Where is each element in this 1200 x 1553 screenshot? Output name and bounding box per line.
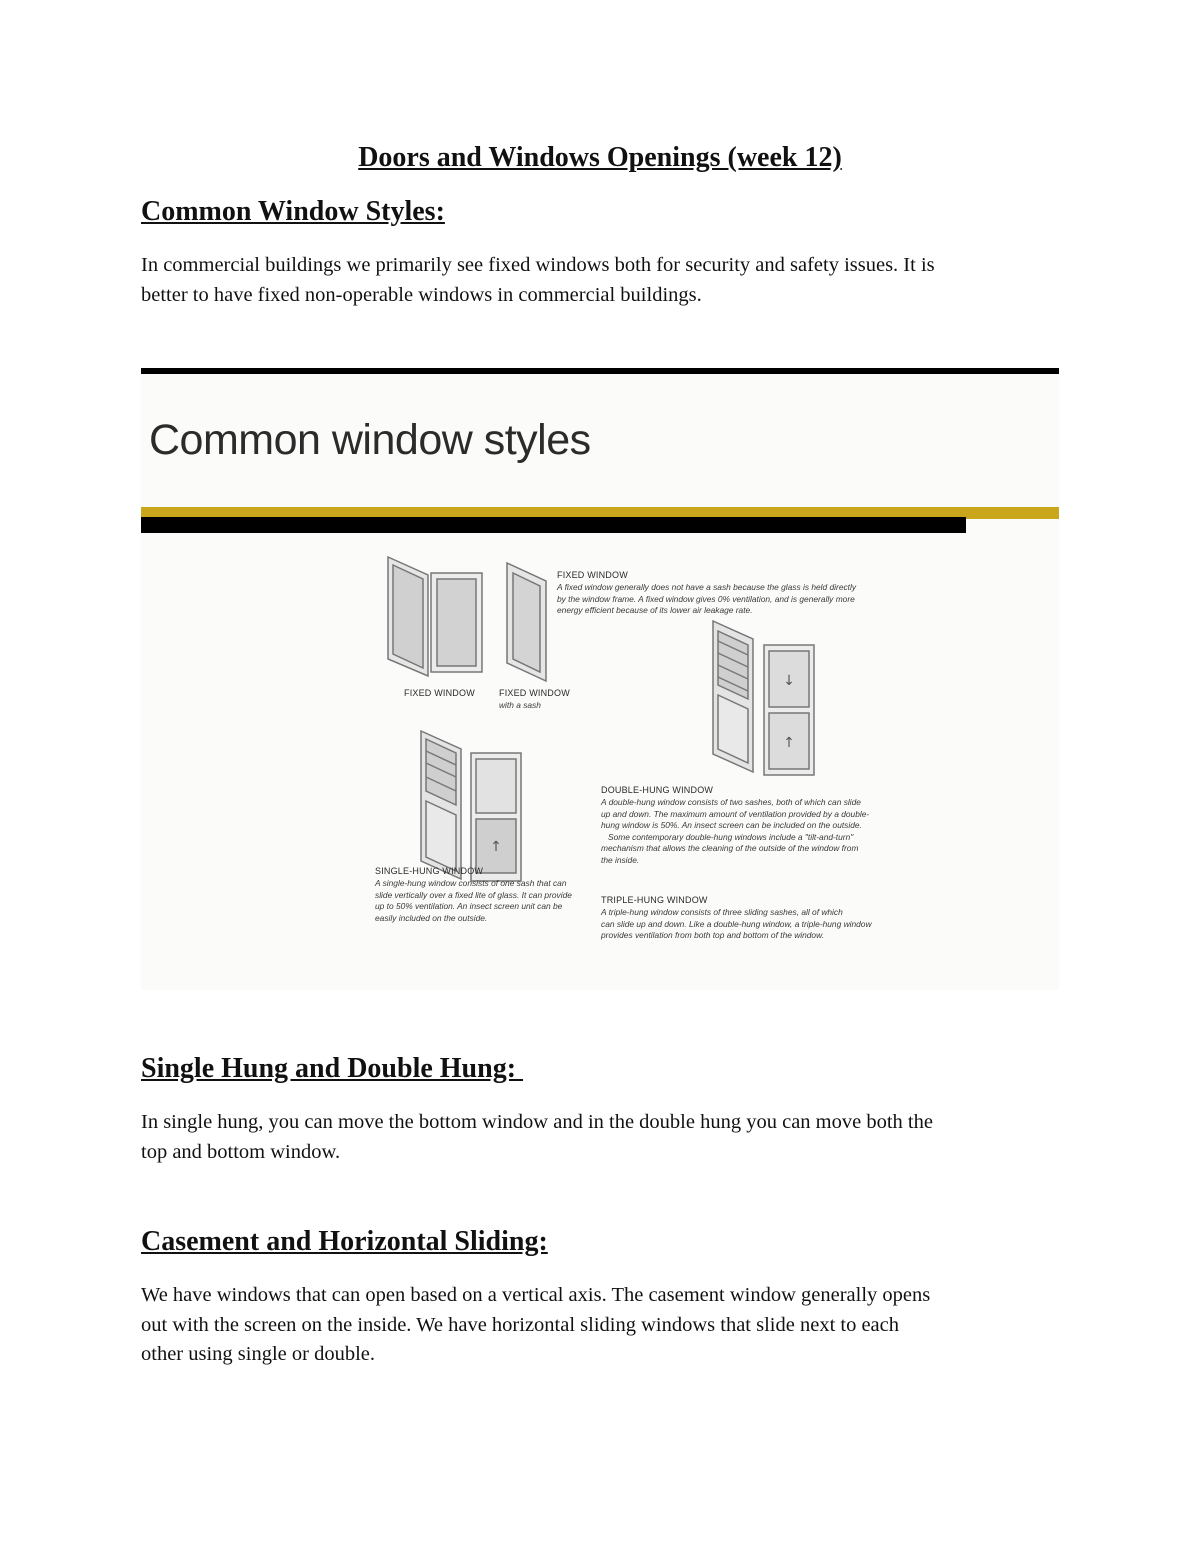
arrow-up-icon: ↑ <box>490 839 502 855</box>
fixed-window-perspective-illustration <box>388 557 428 676</box>
single-desc-line: up to 50% ventilation. An insect screen unit can be <box>375 901 563 911</box>
paragraph-line: We have windows that can open based on a vertical axis. The casement window generally opens <box>141 1284 931 1306</box>
fixed-window-heading: FIXED WINDOW <box>557 570 628 580</box>
document-title: Doors and Windows Openings (week 12) <box>358 142 842 173</box>
double-desc-line: the inside. <box>601 854 640 865</box>
single-desc-line: easily included on the outside. <box>375 912 488 923</box>
double-hung-perspective-illustration <box>713 621 753 772</box>
fixed-window-label: FIXED WINDOW <box>404 688 475 698</box>
triple-hung-heading: TRIPLE-HUNG WINDOW <box>601 895 708 905</box>
triple-desc-line: A triple-hung window consists of three sliding sashes, all of which <box>601 907 843 917</box>
double-hung-description <box>601 797 869 866</box>
section-heading-common-window-styles: Common Window Styles: <box>141 196 445 227</box>
double-hung-heading: DOUBLE-HUNG WINDOW <box>601 785 714 795</box>
arrow-down-icon: ↓ <box>783 673 795 689</box>
single-desc-line: A single-hung window consists of one sash that can <box>375 878 567 888</box>
window-styles-figure <box>141 533 1059 990</box>
fixed-window-sash-illustration <box>507 563 546 681</box>
fixed-window-front-illustration <box>431 573 482 672</box>
section-paragraph-common-window-styles <box>141 251 1061 310</box>
fixed-window-description <box>557 582 856 617</box>
slide-black-band <box>141 517 966 533</box>
double-desc-line: Some contemporary double-hung windows include a "tilt-and-turn" <box>601 831 854 842</box>
single-desc-line: slide vertically over a fixed lite of glass. It can provide <box>375 889 572 900</box>
paragraph-line: other using single or double. <box>141 1343 376 1365</box>
section-paragraph-casement-horizontal-sliding <box>141 1281 1061 1370</box>
paragraph-line: top and bottom window. <box>141 1140 341 1163</box>
single-hung-perspective-illustration <box>421 731 461 879</box>
paragraph-line: In single hung, you can move the bottom window and in the double hung you can move both the <box>141 1111 933 1133</box>
triple-desc-line: provides ventilation from both top and bottom of the window. <box>601 930 824 940</box>
fixed-desc-line: by the window frame. A fixed window gives 0% ventilation, and is generally more <box>557 593 855 604</box>
paragraph-line: In commercial buildings we primarily see fixed windows both for security and safety issues. It is <box>141 254 935 276</box>
fixed-window-sash-label: FIXED WINDOW <box>499 688 570 698</box>
fixed-desc-line: energy efficient because of its lower air leakage rate. <box>557 605 753 615</box>
double-desc-line: up and down. The maximum amount of ventilation provided by a double- <box>601 808 870 819</box>
single-hung-front-illustration <box>471 753 521 881</box>
paragraph-line: better to have fixed non-operable windows in commercial buildings. <box>141 283 702 306</box>
slide-top-rule <box>141 368 1059 374</box>
window-styles-slide <box>141 368 1059 990</box>
section-heading-single-double-hung: Single Hung and Double Hung: <box>141 1053 524 1084</box>
fixed-window-sash-sublabel: with a sash <box>499 700 541 710</box>
double-desc-line: hung window is 50%. An insect screen can be included on the outside. <box>601 820 862 830</box>
fixed-desc-line: A fixed window generally does not have a sash because the glass is held directly <box>557 582 857 592</box>
double-desc-line: mechanism that allows the cleaning of the outside of the window from <box>601 843 859 853</box>
double-hung-front-illustration <box>764 645 814 775</box>
single-hung-description <box>375 878 572 924</box>
triple-hung-description <box>601 907 872 942</box>
triple-desc-line: can slide up and down. Like a double-hung window, a triple-hung window <box>601 918 872 929</box>
paragraph-line: out with the screen on the inside. We have horizontal sliding windows that slide next to each <box>141 1313 900 1336</box>
arrow-up-icon: ↑ <box>783 735 795 751</box>
section-paragraph-single-double-hung <box>141 1108 1061 1167</box>
single-hung-heading: SINGLE-HUNG WINDOW <box>375 866 484 876</box>
slide-title: Common window styles <box>149 416 591 464</box>
section-heading-casement-horizontal-sliding: Casement and Horizontal Sliding: <box>141 1226 548 1257</box>
double-desc-line: A double-hung window consists of two sashes, both of which can slide <box>601 797 861 807</box>
